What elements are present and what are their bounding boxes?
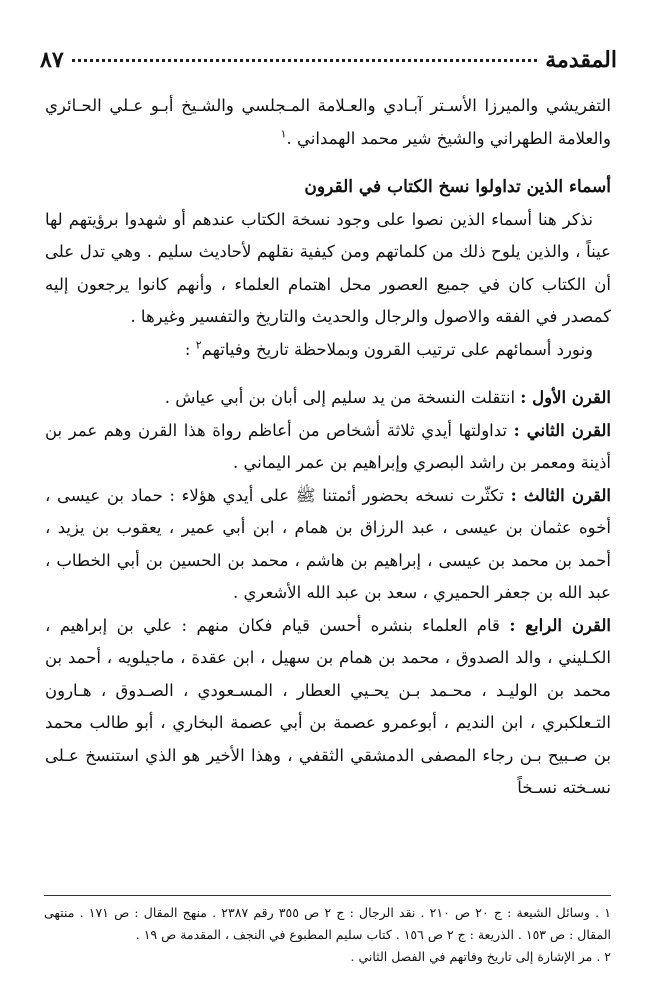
running-header bbox=[40, 40, 617, 80]
century-4-label: القرن الرابع : bbox=[509, 615, 611, 635]
century-2-text: تداولتها أيدي ثلاثة أشخاص من أعاظم رواة هذا القرن وهم عمر بن أذينة ومعمر بن راشد البصري وإبراهيم بن عمر اليماني . bbox=[45, 420, 611, 472]
century-2 bbox=[45, 415, 611, 480]
paragraph-order: ونورد أسمائهم على ترتيب القرون وبملاحظة تاريخ وفياتهم$^٢$ : bbox=[184, 338, 593, 359]
century-3-label: القرن الثالث : bbox=[510, 485, 612, 505]
footnotes bbox=[44, 902, 611, 968]
century-1 bbox=[45, 382, 611, 415]
footnote-ref-2: ٢ bbox=[195, 338, 202, 351]
footnote-1: ١ . وسائل الشيعة : ج ٢٠ ص ٢١٠ . نقد الرجال : ج ٢ ص ٣٥٥ رقم ٢٣٨٧ . منهج المقال : ص ١٧١ . منتهى المقال : ص ١٥٣ . الذريعة : ج ٢ ص ١٥٦ . كتاب سليم المطبوع في النجف ، المقدمة ص ١٩ . bbox=[44, 905, 611, 942]
footnote-2: ٢ . مر الإشارة إلى تاريخ وفاتهم في الفصل الثاني . bbox=[350, 949, 611, 964]
century-3-text: تكثّرت نسخه بحضور أئمتنا ﷺ على أيدي هؤلاء : حماد بن عيسى ، أخوه عثمان بن عيسى ، عبد الرزاق بن همام ، ابن أبي عمير ، يعقوب بن يزيد ، أحمد بن محمد بن عيسى ، إبراهيم بن هاشم ، محمد بن الحسين بن أبي الخطاب ، عبد الله بن جعفر الحميري ، سعد بن عبد الله الأشعري . bbox=[45, 485, 611, 602]
body-text bbox=[45, 90, 611, 805]
section-heading: أسماء الذين تداولوا نسخ الكتاب في القرون bbox=[304, 177, 611, 197]
century-3 bbox=[45, 480, 611, 610]
chapter-title: المقدمة bbox=[545, 47, 617, 73]
footnote-separator bbox=[44, 895, 611, 896]
header-dotted-leader bbox=[72, 59, 538, 62]
paragraph-order-text: ونورد أسمائهم على ترتيب القرون وبملاحظة تاريخ وفياتهم bbox=[201, 339, 593, 359]
century-4-text: قام العلماء بنشره أحسن قيام فكان منهم : علي بن إبراهيم ، الكـليني ، والد الصدوق ، محمد بن همام بن سهيل ، ابن عقدة ، ماجيلويه ، أحمد بن محمد بن الوليـد ، محـمد بـن يحـيي العطار ، المسـعودي ، الصـدوق ، هـارون التـعلكبري ، ابن النديم ، أبوعمرو عصمة بن أبي عصمة البخاري ، أبو طالب محمد بن صـبيح بـن رجاء المصفى الدمشقي الثقفي ، وهذا الأخير هو الذي استنسخ عـلى نسـخته نسـخاً bbox=[45, 615, 611, 797]
century-4 bbox=[45, 610, 611, 805]
century-1-text: انتقلت النسخة من يد سليم إلى أبان بن أبي عياش . bbox=[164, 388, 516, 407]
paragraph-intro bbox=[45, 90, 611, 155]
footnote-ref-1: ١ bbox=[280, 127, 287, 140]
page-number: ٨٧ bbox=[40, 47, 64, 73]
paragraph-intro-text: التفريشي والميرزا الأسـتر آبـادي والعـلامة المـجلسي والشـيخ أبـو عـلي الحـائري والعلامة الطهراني والشيخ شير محمد الهمداني . bbox=[45, 96, 611, 148]
century-2-label: القرن الثاني : bbox=[513, 420, 611, 440]
paragraph-description: نذكر هنا أسماء الذين نصوا على وجود نسخة الكتاب عندهم أو شهدوا برؤيتهم لها عيناً ، والذين يلوح ذلك من كلماتهم ومن كيفية نقلهم لأحاديث سليم . وهي تدل على أن الكتاب كان في جميع العصور محل اهتمام العلماء ، وأنهم كانوا يرجعون إليه كمصدر في الفقه والاصول والرجال والحديث والتاريخ والتفسير وغيرها . bbox=[45, 209, 611, 326]
century-1-label: القرن الأول : bbox=[520, 388, 611, 407]
